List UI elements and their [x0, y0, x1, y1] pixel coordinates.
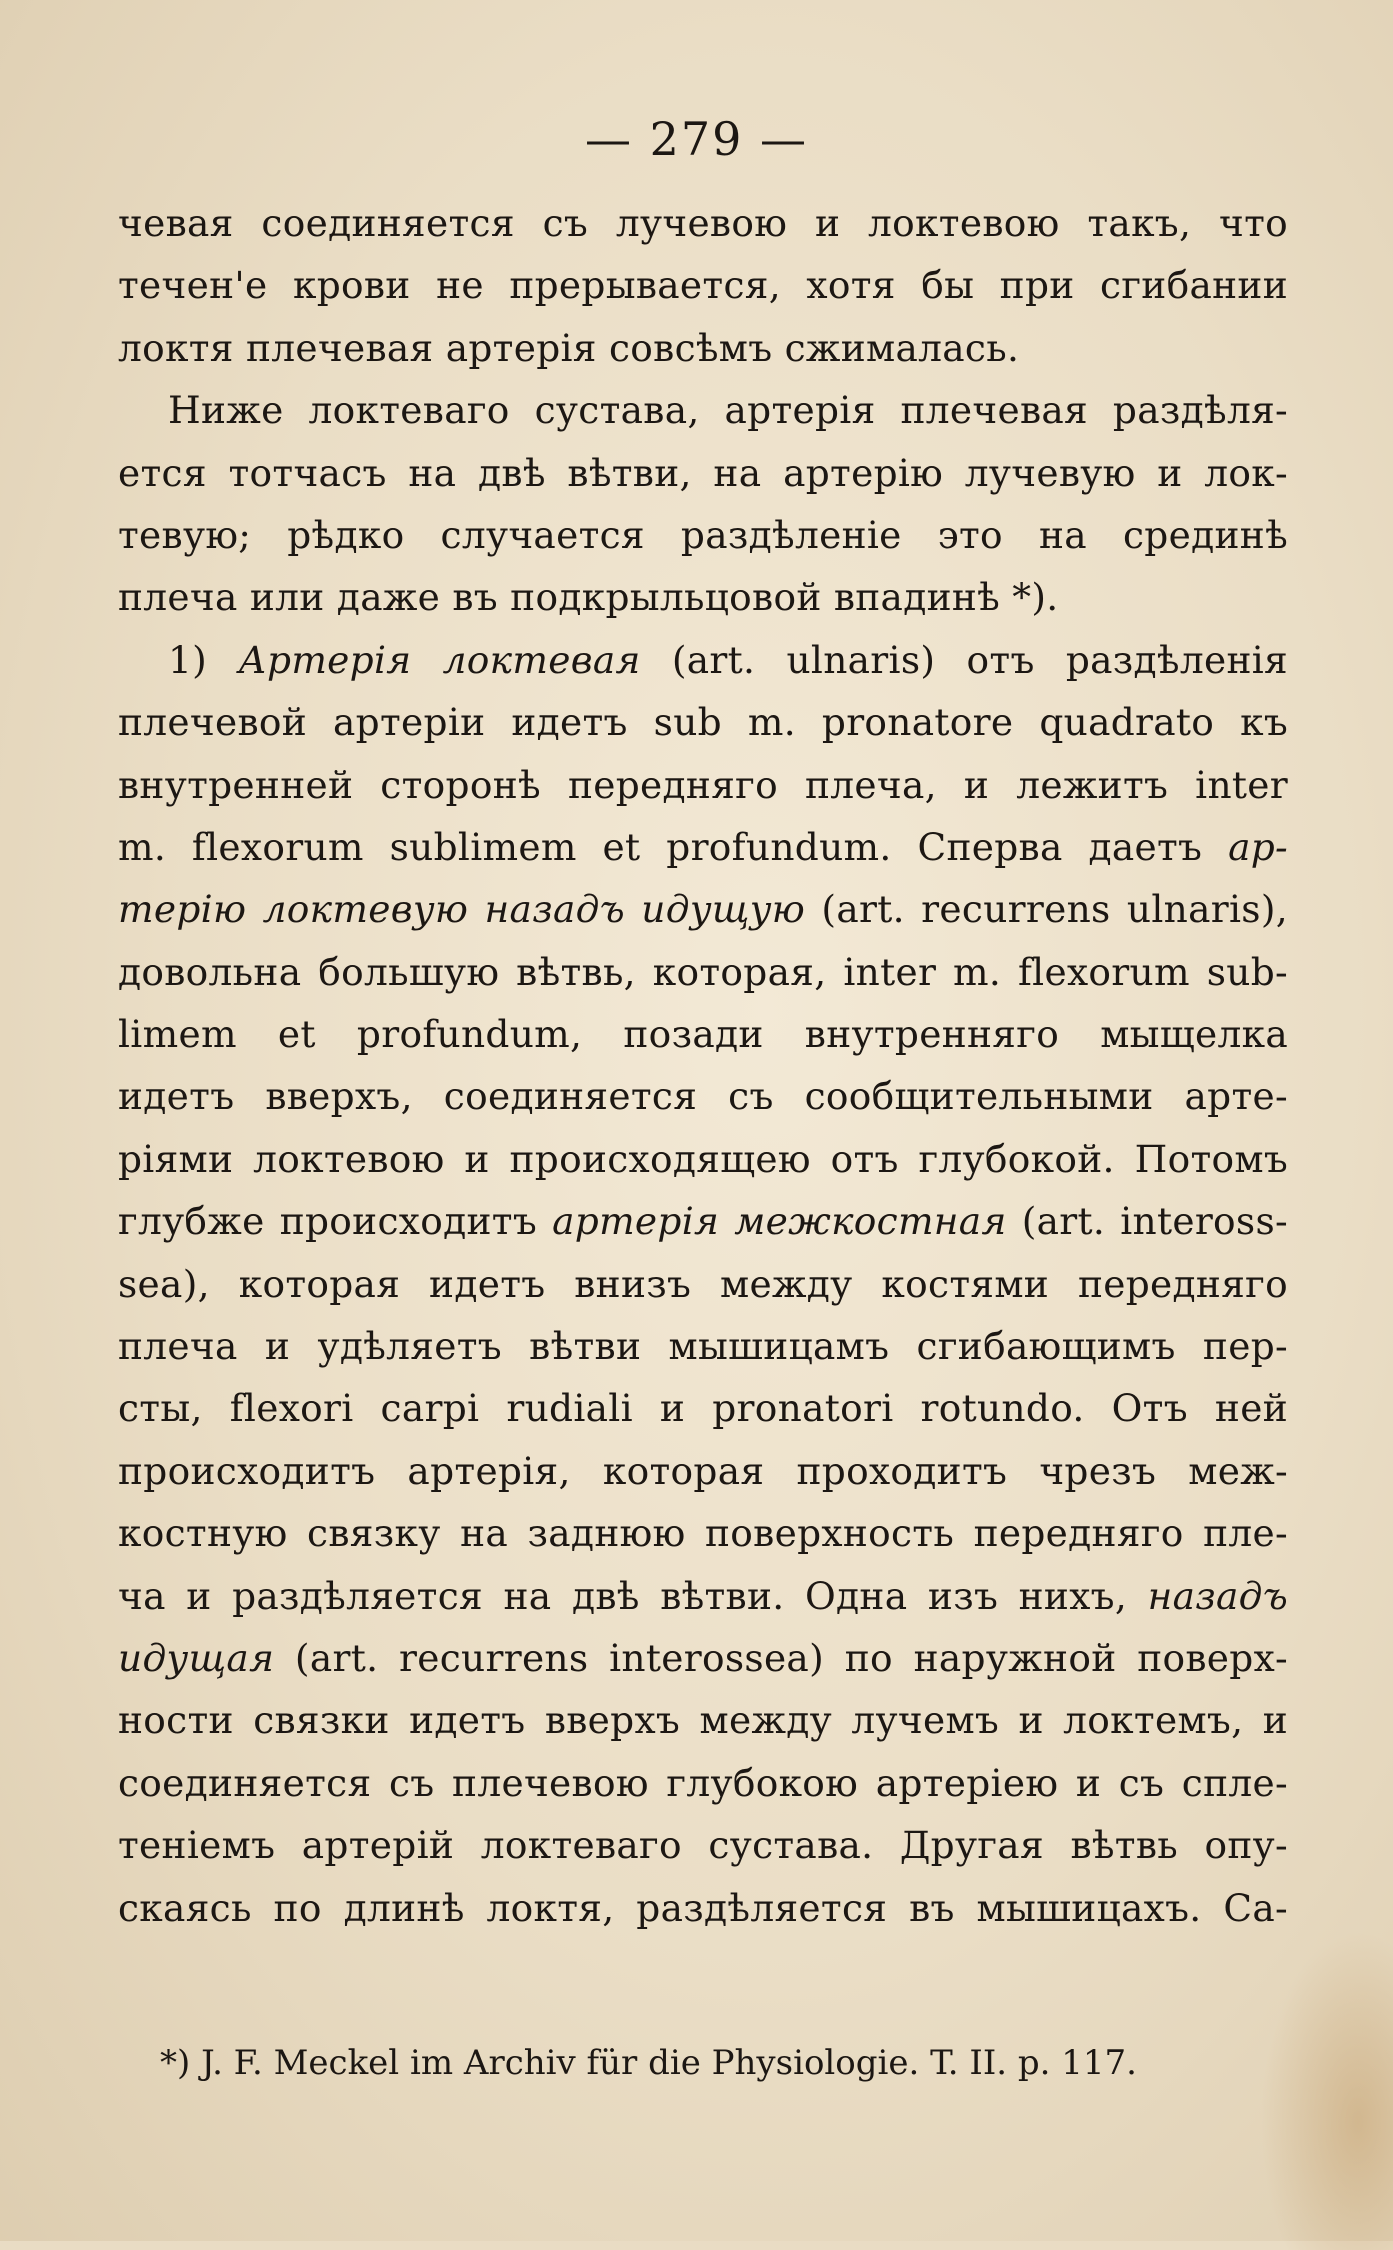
text-line [118, 192, 1288, 254]
italic-term: артерія межкостная [552, 1199, 1007, 1244]
text-run: m. flexorum sublimem et profundum. Сперва даетъ [118, 824, 1229, 869]
italic-term: терію локтевую назадъ идущую [118, 887, 806, 932]
text-run: соединяется съ плечевою глубокою артеріею и съ спле- [118, 1760, 1288, 1805]
text-line [118, 878, 1288, 940]
text-line [118, 816, 1288, 878]
text-run: костную связку на заднюю поверхность передняго пле- [118, 1511, 1288, 1556]
text-line [118, 754, 1288, 816]
text-run: limem et profundum, позади внутренняго мыщелка [118, 1012, 1288, 1057]
text-run: теніемъ артерій локтеваго сустава. Другая вѣтвь опу- [118, 1823, 1288, 1868]
text-line [118, 1689, 1288, 1751]
text-run: Ниже локтеваго сустава, артерія плечевая раздѣля- [168, 388, 1288, 433]
text-line [118, 1627, 1288, 1689]
page-number: — 279 — [584, 112, 809, 166]
text-line [118, 941, 1288, 1003]
text-run: локтя плечевая артерія совсѣмъ сжималась. [118, 325, 1020, 370]
text-line [118, 1128, 1288, 1190]
text-run: (art. recurrens ulnaris), [805, 887, 1288, 932]
text-run: ности связки идетъ вверхъ между лучемъ и локтемъ, и [118, 1698, 1288, 1743]
text-line [118, 1752, 1288, 1814]
text-run: глубже происходитъ [118, 1199, 553, 1244]
text-line [118, 1565, 1288, 1627]
text-run: ется тотчасъ на двѣ вѣтви, на артерію лучевую и лок- [118, 450, 1288, 495]
text-line [118, 317, 1288, 379]
text-line [118, 1814, 1288, 1876]
text-run: довольна большую вѣтвь, которая, inter m. flexorum sub- [118, 949, 1288, 994]
text-line [118, 1502, 1288, 1564]
text-run: ріями локтевою и происходящею отъ глубокой. Потомъ [118, 1136, 1288, 1181]
text-run: (art. recurrens interossea) по наружной поверх- [274, 1635, 1288, 1680]
text-run: внутренней сторонѣ передняго плеча, и лежитъ inter [118, 762, 1288, 807]
text-run: ча и раздѣляется на двѣ вѣтви. Одна изъ нихъ, [118, 1573, 1148, 1618]
text-line [118, 1440, 1288, 1502]
text-run: чевая соединяется съ лучевою и локтевою такъ, что [118, 201, 1288, 245]
text-run: sea), которая идетъ внизъ между костями передняго [118, 1261, 1288, 1306]
text-run: (art. inteross- [1006, 1199, 1288, 1244]
text-line [118, 1253, 1288, 1315]
text-run: (art. ulnaris) отъ раздѣленія [640, 637, 1288, 682]
text-run: тевую; рѣдко случается раздѣленіе это на срединѣ [118, 512, 1288, 557]
text-line [118, 1377, 1288, 1439]
text-run: плеча или даже въ подкрыльцовой впадинѣ *). [118, 575, 1059, 620]
text-line [118, 629, 1288, 691]
text-line [118, 1003, 1288, 1065]
text-run: сты, flexori carpi rudiali и pronatori rotundo. Отъ ней [118, 1386, 1288, 1431]
text-line [118, 1065, 1288, 1127]
text-run: происходитъ артерія, которая проходитъ чрезъ меж- [118, 1448, 1288, 1493]
text-run: течен'е крови не прерывается, хотя бы при сгибании [118, 263, 1288, 308]
text-line [118, 1190, 1288, 1252]
text-line [118, 691, 1288, 753]
text-run: скаясь по длинѣ локтя, раздѣляется въ мышицахъ. Са- [118, 1885, 1288, 1930]
text-run: плечевой артеріи идетъ sub m. pronatore quadrato къ [118, 700, 1288, 745]
text-line [118, 1877, 1288, 1939]
italic-term: идущая [118, 1635, 275, 1680]
text-run: плеча и удѣляетъ вѣтви мышицамъ сгибающимъ пер- [118, 1324, 1288, 1369]
italic-term: ар- [1228, 824, 1288, 869]
text-line [118, 1315, 1288, 1377]
italic-term: Артерія локтевая [238, 637, 641, 682]
footnote: *) J. F. Meckel im Archiv für die Physiologie. T. II. p. 117. [160, 2043, 1137, 2083]
text-line [118, 379, 1288, 441]
text-line [118, 504, 1288, 566]
text-line [118, 442, 1288, 504]
text-run: 1) [168, 637, 239, 682]
body-text [118, 192, 1288, 1939]
text-line [118, 254, 1288, 316]
paper-stain [1260, 1930, 1393, 2250]
text-run: идетъ вверхъ, соединяется съ сообщительными арте- [118, 1074, 1288, 1119]
text-line [118, 566, 1288, 628]
italic-term: назадъ [1147, 1573, 1288, 1618]
